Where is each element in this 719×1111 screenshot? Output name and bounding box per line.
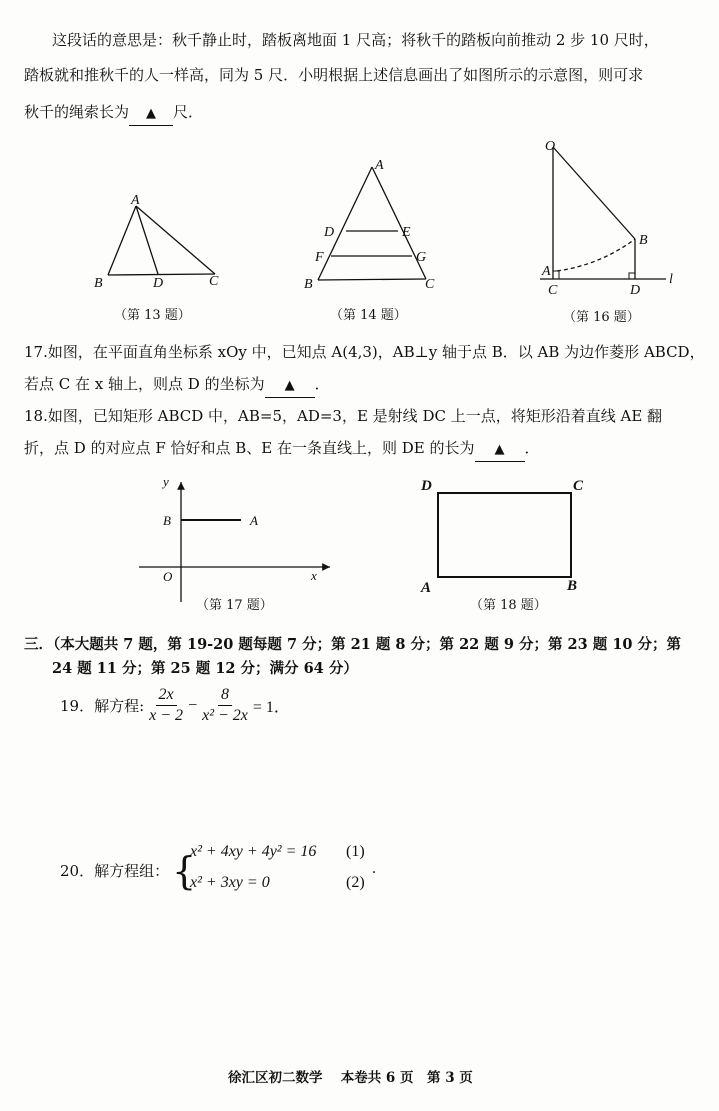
- q18-line-2-end: ．: [524, 439, 540, 457]
- fig18-label-B: B: [567, 578, 578, 594]
- figure-13: [90, 190, 230, 300]
- fig16-label-B: B: [639, 233, 648, 248]
- page-footer: 徐汇区初二数学 本卷共 6 页 第 3 页: [228, 1070, 473, 1086]
- figure-18: [415, 474, 595, 594]
- q17-line-2-end: ．: [314, 375, 330, 393]
- fig18-label-C: C: [573, 478, 584, 494]
- fig14-label-D: D: [324, 225, 335, 240]
- triangle-mark: ▲: [494, 442, 505, 457]
- q17-line-1: 17.如图，在平面直角坐标系 xOy 中，已知点 A(4,3)，AB⊥y 轴于点 B．以 AB 为边作菱形 ABCD，: [24, 343, 705, 361]
- fig16-label-O: O: [545, 139, 556, 154]
- equation-1-tag: (1): [346, 843, 365, 860]
- q19: [60, 686, 290, 725]
- answer-blank: [475, 437, 525, 462]
- fraction-1: [146, 686, 186, 725]
- fig17-caption: （第 17 题）: [196, 598, 273, 613]
- fig13-label-D: D: [153, 276, 164, 291]
- answer-blank: [265, 373, 315, 398]
- q16-line-3-text: 秋千的绳索长为: [24, 103, 130, 121]
- fig13-caption: （第 13 题）: [114, 308, 191, 323]
- figure-16: [530, 135, 690, 300]
- fig14-caption: （第 14 题）: [330, 308, 407, 323]
- fig16-label-C: C: [548, 283, 558, 298]
- fig13-label-C: C: [209, 274, 219, 289]
- q17-line-2-text: 若点 C 在 x 轴上，则点 D 的坐标为: [24, 375, 265, 393]
- equation-rhs: = 1．: [252, 699, 290, 716]
- figure-14: [300, 155, 440, 300]
- fig16-caption: （第 16 题）: [563, 310, 640, 325]
- q18-line-2-text: 折，点 D 的对应点 F 恰好和点 B、E 在一条直线上，则 DE 的长为: [24, 439, 475, 457]
- q16-line-2: 踏板就和推秋千的人一样高，同为 5 尺．小明根据上述信息画出了如图所示的示意图，则可求: [24, 66, 644, 84]
- equation-end: .: [372, 860, 376, 877]
- q18-line-1: 18.如图，已知矩形 ABCD 中，AB=5，AD=3，E 是射线 DC 上一点，将矩形沿着直线 AE 翻: [24, 407, 663, 425]
- answer-blank: [129, 101, 173, 126]
- fig14-label-A: A: [375, 158, 384, 173]
- q19-label: 19．解方程:: [60, 696, 145, 715]
- fraction-1-denominator: x − 2: [149, 707, 184, 724]
- fig18-label-D: D: [421, 478, 432, 494]
- fig18-label-A: A: [421, 580, 432, 596]
- fraction-2-numerator: 8: [218, 686, 232, 706]
- triangle-mark: ▲: [146, 106, 157, 121]
- fig14-label-E: E: [402, 225, 411, 240]
- section-3-heading-cont: 24 题 11 分；第 25 题 12 分；满分 64 分）: [52, 660, 358, 677]
- q16-line-1: 这段话的意思是：秋千静止时，踏板离地面 1 尺高；将秋千的踏板向前推动 2 步 10 尺时，: [52, 31, 659, 49]
- figure-17: [135, 474, 350, 609]
- fig16-label-A: A: [542, 264, 551, 279]
- q18-line-2: [24, 437, 540, 462]
- q16-line-3: [24, 101, 203, 126]
- fig16-label-l: l: [669, 272, 673, 287]
- equation-2-tag: (2): [346, 874, 365, 891]
- fig17-label-y: y: [163, 474, 169, 489]
- fig14-label-C: C: [425, 277, 435, 292]
- fig16-label-D: D: [630, 283, 641, 298]
- brace: {: [172, 849, 197, 893]
- fig17-label-A: A: [250, 513, 258, 528]
- minus-sign: −: [188, 696, 198, 714]
- fraction-1-numerator: 2x: [156, 686, 177, 706]
- fig17-label-O: O: [163, 569, 173, 584]
- fraction-2-denominator: x² − 2x: [202, 707, 248, 724]
- equation-2: x² + 3xy = 0: [190, 874, 270, 891]
- q16-line-3-unit: 尺．: [173, 103, 204, 121]
- equation-1: x² + 4xy + 4y² = 16: [190, 843, 317, 860]
- triangle-mark: ▲: [284, 378, 295, 393]
- fig18-caption: （第 18 题）: [470, 598, 547, 613]
- fig14-label-F: F: [315, 250, 324, 265]
- fig14-label-G: G: [416, 250, 427, 265]
- fig17-label-x: x: [311, 568, 317, 583]
- fig14-label-B: B: [304, 277, 313, 292]
- fig17-label-B: B: [163, 513, 171, 528]
- section-3-heading: 三．（本大题共 7 题，第 19-20 题每题 7 分；第 21 题 8 分；第 22 题 9 分；第 23 题 10 分；第: [24, 636, 682, 653]
- fig13-label-A: A: [131, 193, 140, 208]
- fraction-2: [199, 686, 251, 725]
- q17-line-2: [24, 373, 330, 398]
- fig13-label-B: B: [94, 276, 103, 291]
- q20-label: 20．解方程组：: [60, 862, 170, 880]
